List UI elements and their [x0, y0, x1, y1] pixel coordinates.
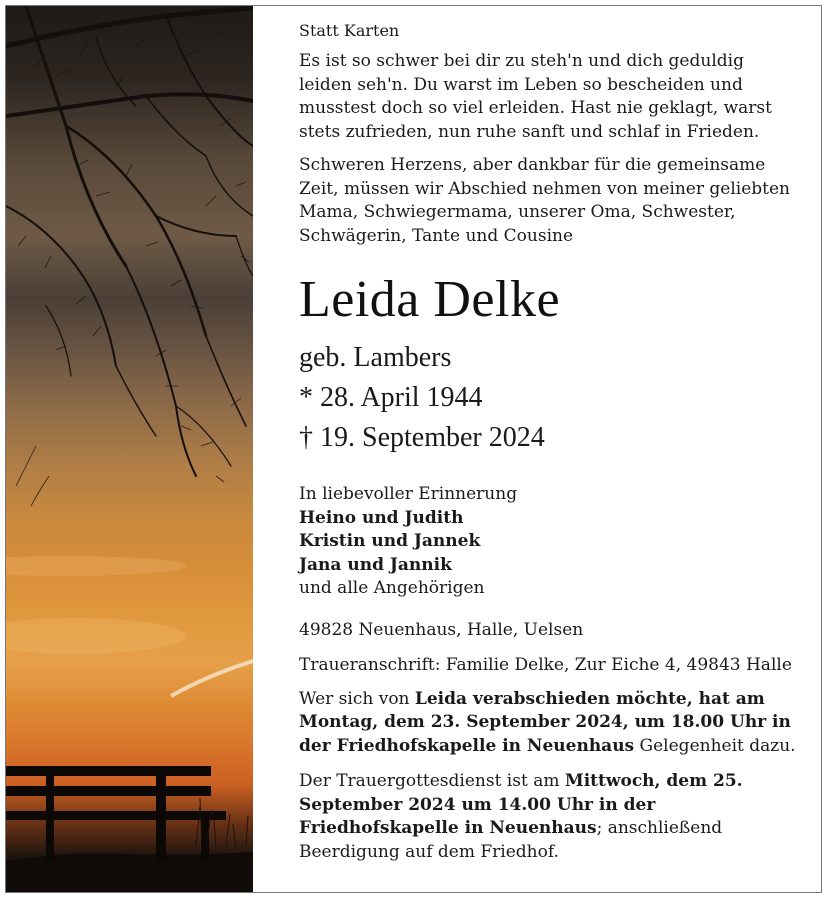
- mourner-name: Kristin und Jannek: [299, 531, 481, 551]
- service-text: Der Trauergottesdienst ist am Mittwoch, dem 25. September 2024 um 14.00 Uhr in der Friedhofskapelle in Neuenhaus; anschließend Beerdigung auf dem Friedhof.: [299, 771, 743, 862]
- mourner-name: Jana und Jannik: [299, 554, 452, 575]
- notice-text: [299, 20, 799, 864]
- poem-text: Es ist so schwer bei dir zu steh'n und dich geduldig leiden seh'n. Du warst im Leben so bescheiden und musstest doch so viel erleiden. Hast nie geklagt, warst stets zufrieden, nun ruhe sanft und schlaf in Frieden.: [299, 51, 772, 142]
- deceased-name: Leida Delke: [299, 271, 561, 328]
- mourners-intro: In liebevoller Erinnerung: [299, 484, 518, 504]
- address-text: Traueranschrift: Familie Delke, Zur Eiche 4, 49843 Halle: [299, 655, 792, 675]
- intro-text: Schweren Herzens, aber dankbar für die gemeinsame Zeit, müssen wir Abschied nehmen von meiner geliebten Mama, Schwiegermama, unserer Oma, Schwester, Schwägerin, Tante und Cousine: [299, 155, 790, 246]
- maiden-name: geb. Lambers: [299, 342, 452, 373]
- places-text: 49828 Neuenhaus, Halle, Uelsen: [299, 619, 584, 640]
- death-date: † 19. September 2024: [299, 422, 545, 453]
- sunset-bench-photo: [6, 6, 253, 892]
- mourners-outro: und alle Angehörigen: [299, 578, 485, 598]
- mourners-block: [299, 483, 799, 601]
- mourner-name: Heino und Judith: [299, 507, 464, 528]
- farewell-text: Wer sich von Leida verabschieden möchte, hat am Montag, dem 23. September 2024, um 18.00 Uhr in der Friedhofskapelle in Neuenhaus Gelegenheit dazu.: [299, 688, 796, 756]
- header-text: Statt Karten: [299, 21, 400, 40]
- birth-date: * 28. April 1944: [299, 382, 483, 413]
- tree-branches-and-bench: [6, 6, 253, 892]
